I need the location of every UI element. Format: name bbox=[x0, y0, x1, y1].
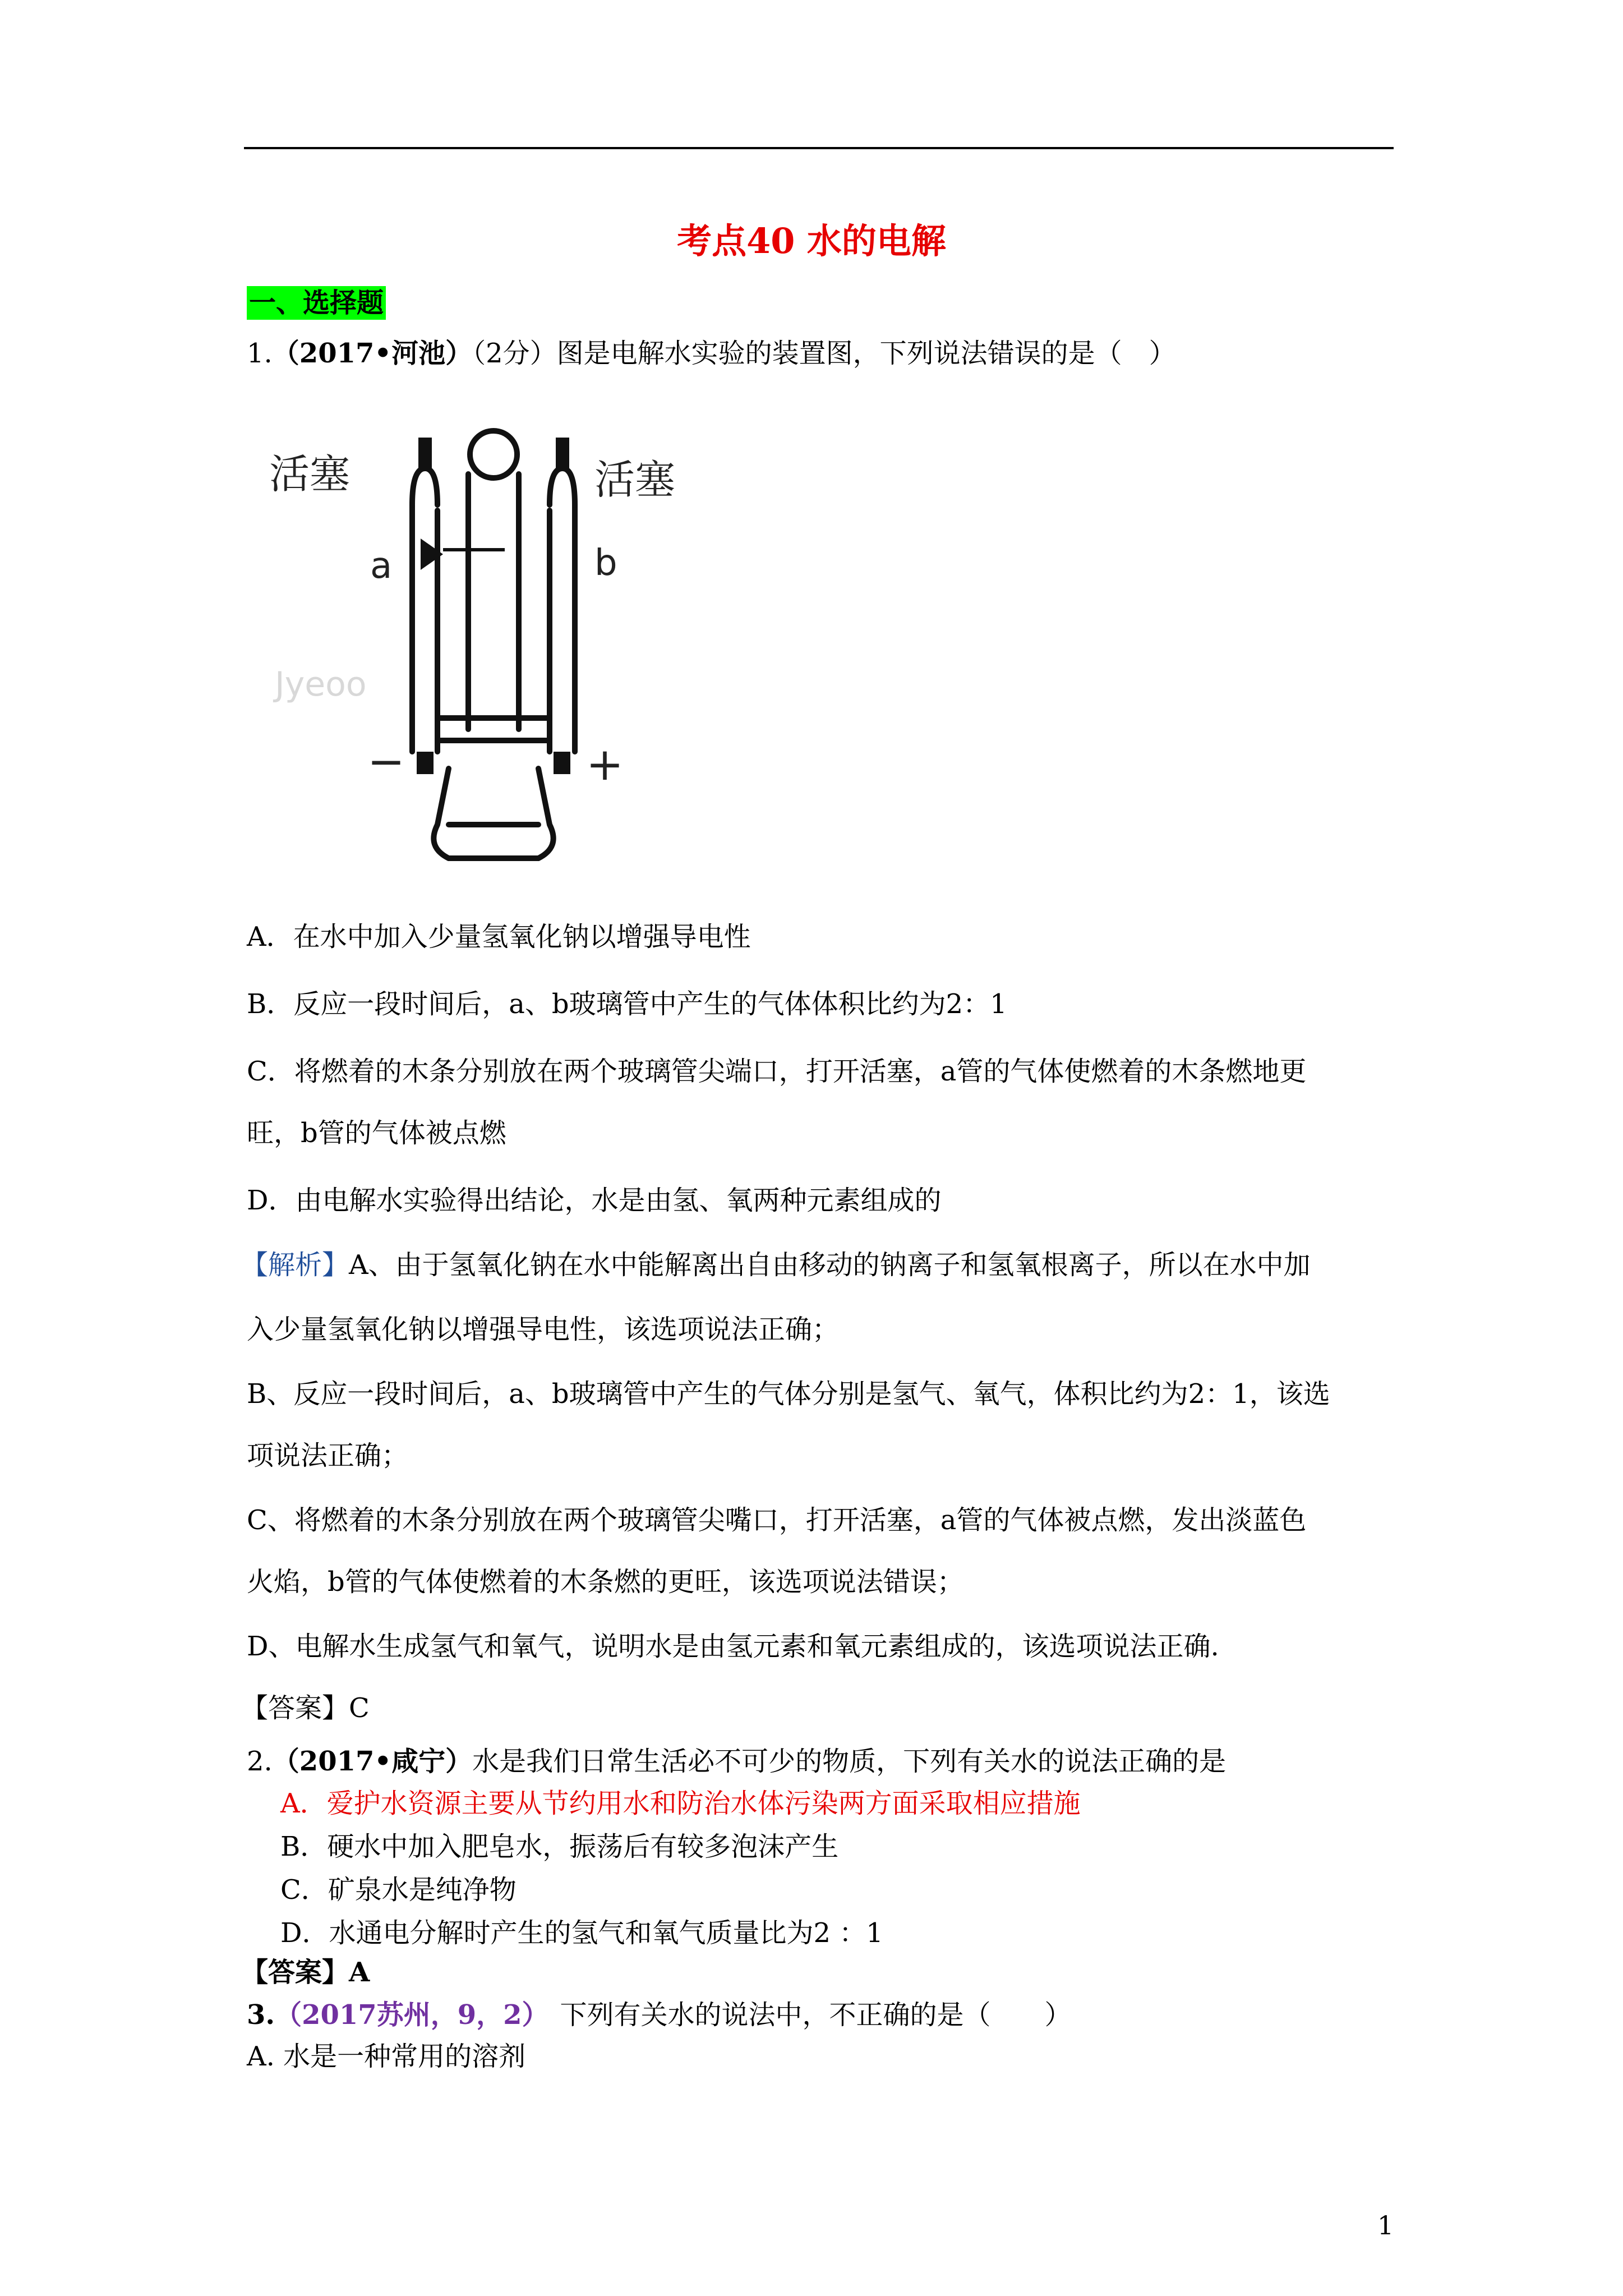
question-number: 3. bbox=[247, 1999, 275, 2031]
q1-option-b: B．反应一段时间后，a、b玻璃管中产生的气体体积比约为2：1 bbox=[247, 988, 1007, 1020]
question-1-stem bbox=[247, 337, 1176, 370]
question-text: 水是我们日常生活必不可少的物质，下列有关水的说法正确的是 bbox=[472, 1746, 1227, 1777]
question-3-stem bbox=[247, 1998, 1072, 2032]
q1-analysis-line: B、反应一段时间后，a、b玻璃管中产生的气体分别是氢气、氧气，体积比约为2：1，该选 bbox=[247, 1378, 1330, 1410]
q2-answer: 【答案】A bbox=[241, 1957, 370, 1988]
q3-option-a: A. 水是一种常用的溶剂 bbox=[247, 2041, 526, 2072]
right-valve-label: 活塞 bbox=[594, 456, 676, 503]
q1-answer: 【答案】C bbox=[241, 1692, 370, 1724]
page-number: 1 bbox=[1377, 2210, 1394, 2240]
question-source: （2017•咸宁） bbox=[272, 1746, 473, 1777]
watermark-text: Jyeoo bbox=[275, 665, 367, 704]
analysis-tag: 【解析】 bbox=[241, 1249, 349, 1281]
left-valve-label: 活塞 bbox=[269, 450, 351, 498]
q1-analysis-first-line bbox=[241, 1248, 1311, 1282]
q1-analysis-line: C、将燃着的木条分别放在两个玻璃管尖嘴口，打开活塞，a管的气体被点燃，发出淡蓝色 bbox=[247, 1504, 1307, 1536]
q2-option-b: B．硬水中加入肥皂水，振荡后有较多泡沫产生 bbox=[280, 1831, 839, 1862]
electrolysis-apparatus-diagram bbox=[258, 415, 707, 898]
q1-analysis-line: 入少量氢氧化钠以增强导电性，该选项说法正确； bbox=[247, 1314, 840, 1345]
question-source: （2017•河池） bbox=[272, 338, 473, 369]
tube-a-label: a bbox=[370, 545, 393, 587]
q1-option-c-continued: 旺，b管的气体被点燃 bbox=[247, 1117, 506, 1149]
question-source: （2017苏州，9，2） bbox=[275, 1999, 549, 2031]
q2-option-a: A．爱护水资源主要从节约用水和防治水体污染两方面采取相应措施 bbox=[280, 1788, 1081, 1819]
q2-option-d: D．水通电分解时产生的氢气和氧气质量比为2 ：1 bbox=[280, 1917, 883, 1949]
question-text: 下列有关水的说法中，不正确的是（ ） bbox=[560, 1999, 1072, 2031]
tube-b-label: b bbox=[594, 542, 617, 584]
header-rule bbox=[244, 147, 1394, 149]
q1-analysis-line: 火焰，b管的气体使燃着的木条燃的更旺，该选项说法错误； bbox=[247, 1566, 964, 1598]
q1-analysis-line: D、电解水生成氢气和氧气，说明水是由氢元素和氧元素组成的，该选项说法正确. bbox=[247, 1631, 1219, 1662]
positive-electrode-label: + bbox=[586, 738, 624, 790]
question-number: 1. bbox=[247, 338, 273, 369]
q1-analysis-line: 项说法正确； bbox=[247, 1440, 409, 1471]
q1-option-c: C．将燃着的木条分别放在两个玻璃管尖端口，打开活塞，a管的气体使燃着的木条燃地更 bbox=[247, 1056, 1307, 1087]
electrolysis-apparatus-figure bbox=[258, 415, 707, 898]
question-text: （2分）图是电解水实验的装置图，下列说法错误的是（ ） bbox=[472, 338, 1176, 369]
negative-electrode-label: − bbox=[367, 735, 405, 788]
question-2-stem bbox=[247, 1745, 1226, 1778]
page-title: 考点40 水的电解 bbox=[677, 220, 946, 261]
q1-option-d: D．由电解水实验得出结论，水是由氢、氧两种元素组成的 bbox=[247, 1185, 942, 1216]
question-number: 2. bbox=[247, 1746, 273, 1777]
q2-option-c: C．矿泉水是纯净物 bbox=[280, 1874, 517, 1906]
q1-option-a: A．在水中加入少量氢氧化钠以增强导电性 bbox=[247, 921, 751, 953]
section-heading: 一、选择题 bbox=[247, 286, 386, 320]
analysis-text: A、由于氢氧化钠在水中能解离出自由移动的钠离子和氢氧根离子，所以在水中加 bbox=[349, 1249, 1311, 1281]
